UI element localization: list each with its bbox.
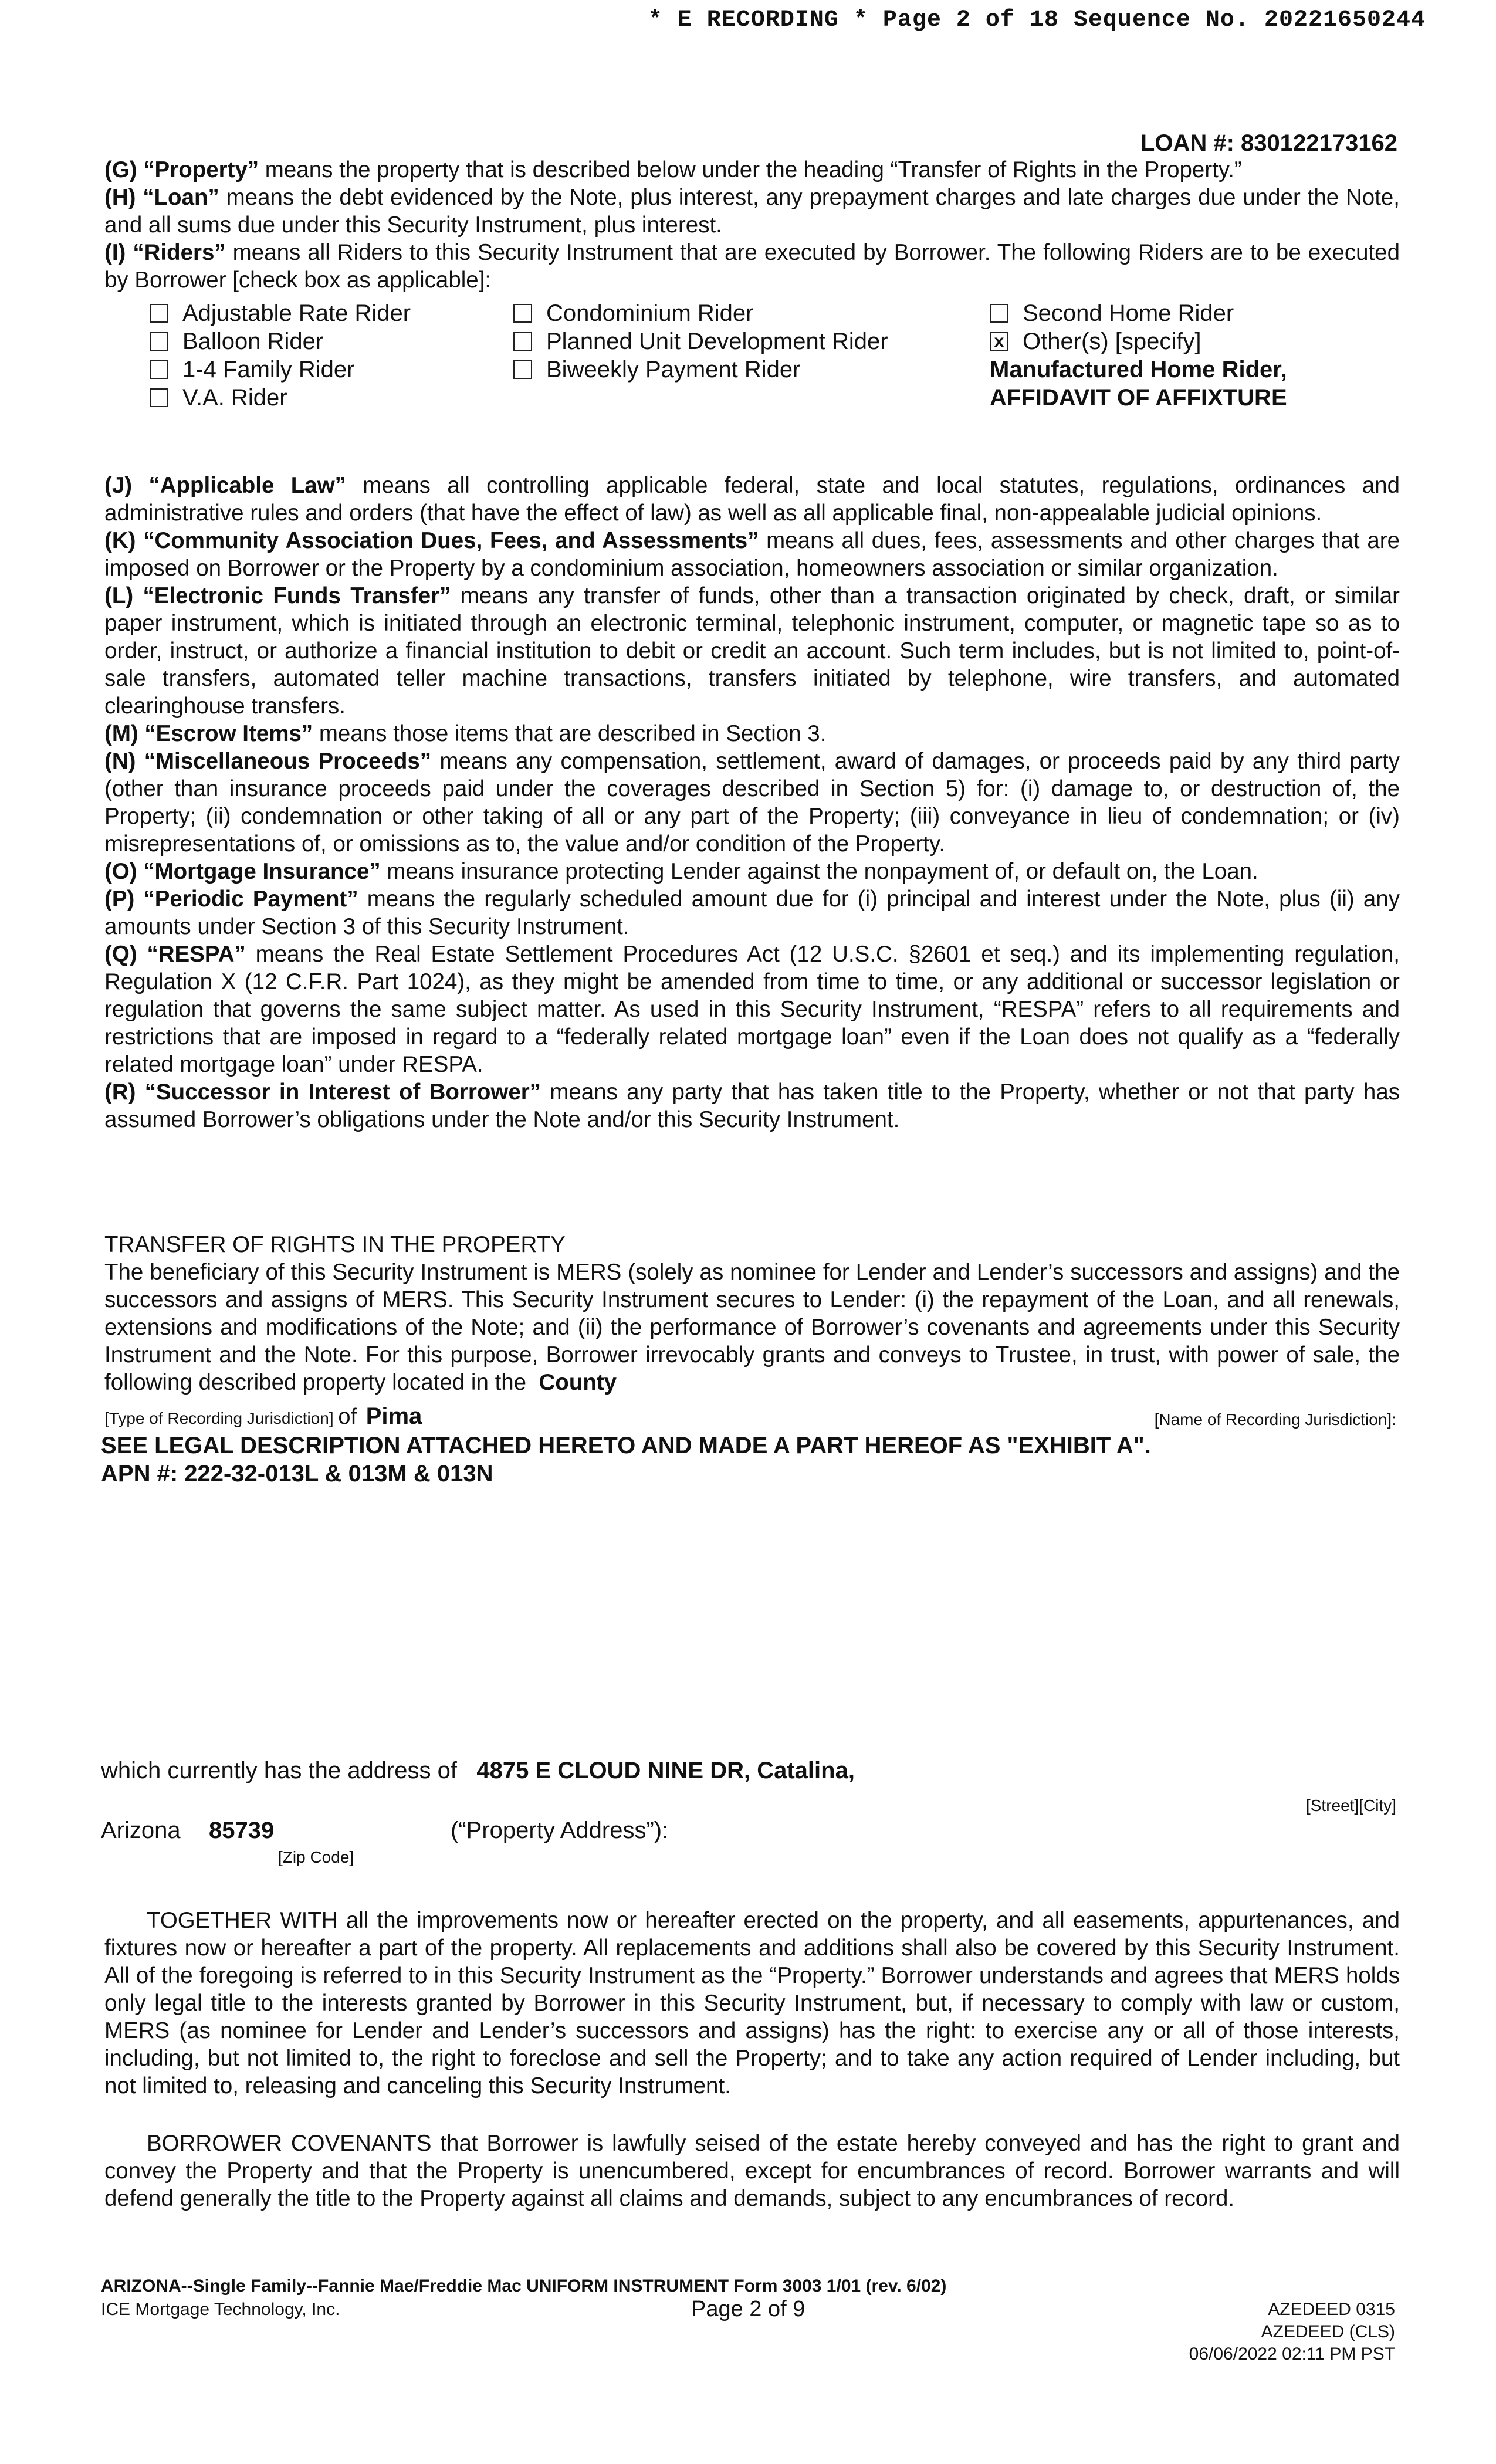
definition-j: (J) “Applicable Law” means all controlling applicable federal, state and local statutes, regulations, ordinances and administrative rules and orders (that have the effect of law) as well as all applicable final, non-appealable judicial opinions. — [104, 473, 1400, 526]
definition-h: (H) “Loan” means the debt evidenced by the Note, plus interest, any prepayment charges and late charges due under the Note, and all sums due under this Security Instrument, plus interest. — [104, 185, 1400, 238]
name-of-jurisdiction-label: [Name of Recording Jurisdiction]: — [1154, 1410, 1396, 1429]
definition-q: (Q) “RESPA” means the Real Estate Settlement Procedures Act (12 U.S.C. §2601 et seq.) and its implementing regulation, Regulation X (12 C.F.R. Part 1024), as they might be amended from time to time, or any additional or successor legislation or regulation that governs the same subject matter. As used in this Security Instrument, “RESPA” refers to all requirements and restrictions that are imposed in regard to a “federally related mortgage loan” even if the Loan does not qualify as a “federally related mortgage loan” under RESPA. — [104, 942, 1400, 1077]
checkbox-icon[interactable] — [150, 360, 168, 379]
rider-other[interactable]: x Other(s) [specify] — [990, 327, 1287, 356]
definition-g: (G) “Property” means the property that is described below under the heading “Transfer of Rights in the Property.” — [104, 157, 1242, 182]
property-address-label: (“Property Address”): — [451, 1817, 669, 1843]
checkbox-icon[interactable] — [513, 332, 532, 351]
rider-balloon[interactable]: Balloon Rider — [150, 327, 411, 356]
checkbox-icon[interactable] — [150, 332, 168, 351]
definition-m: (M) “Escrow Items” means those items that are described in Section 3. — [104, 721, 827, 746]
rider-1-4-family[interactable]: 1-4 Family Rider — [150, 356, 411, 384]
legal-description: SEE LEGAL DESCRIPTION ATTACHED HERETO AND MADE A PART HEREOF AS "EXHIBIT A". — [101, 1433, 1151, 1458]
checkbox-icon[interactable] — [150, 304, 168, 323]
riders-checklist — [150, 299, 1399, 417]
checkbox-icon[interactable] — [513, 304, 532, 323]
definition-n: (N) “Miscellaneous Proceeds” means any compensation, settlement, award of damages, or proceeds paid by any third party (other than insurance proceeds paid under the coverages described in Section 5) for: (i) damage to, or destruction of, the Property; (ii) condemnation or other taking of all or any part of the Property; (iii) conveyance in lieu of condemnation; or (iv) misrepresentations of, or omissions as to, the value and/or condition of the Property. — [104, 749, 1400, 857]
other-rider-specified-1: Manufactured Home Rider, — [990, 357, 1287, 383]
state: Arizona — [101, 1817, 181, 1843]
zip-code-label: [Zip Code] — [278, 1848, 354, 1866]
form-identifier: ARIZONA--Single Family--Fannie Mae/Freddie Mac UNIFORM INSTRUMENT Form 3003 1/01 (rev. 6/02) — [101, 2276, 947, 2296]
riders-column-1 — [150, 299, 411, 412]
other-rider-specified-2: AFFIDAVIT OF AFFIXTURE — [990, 385, 1287, 411]
borrower-covenants-paragraph: BORROWER COVENANTS that Borrower is lawfully seised of the estate hereby conveyed and has the right to grant and convey the Property and that the Property is unencumbered, except for encumbrances of record. Borrower warrants and will defend generally the title to the Property against all claims and demands, subject to any encumbrances of record. — [104, 2131, 1400, 2211]
definition-k: (K) “Community Association Dues, Fees, and Assessments” means all dues, fees, assessments and other charges that are imposed on Borrower or the Property by a condominium association, homeowners association or similar organization. — [104, 528, 1400, 581]
definition-p: (P) “Periodic Payment” means the regularly scheduled amount due for (i) principal and interest under the Note, plus (ii) any amounts under Section 3 of this Security Instrument. — [104, 886, 1400, 939]
print-timestamp: 06/06/2022 02:11 PM PST — [1189, 2344, 1395, 2364]
rider-va[interactable]: V.A. Rider — [150, 384, 411, 412]
form-code-1: AZEDEED 0315 — [1268, 2300, 1395, 2319]
street-city: 4875 E CLOUD NINE DR, Catalina, — [476, 1758, 855, 1783]
checked-checkbox-icon[interactable]: x — [990, 332, 1008, 351]
definitions-list — [104, 472, 1400, 1133]
transfer-section — [104, 1231, 1400, 1396]
definition-o: (O) “Mortgage Insurance” means insurance protecting Lender against the nonpayment of, or default on, the Loan. — [104, 859, 1258, 884]
rider-second-home[interactable]: Second Home Rider — [990, 299, 1287, 327]
checkbox-icon[interactable] — [990, 304, 1008, 323]
street-city-label: [Street][City] — [1305, 1796, 1396, 1815]
form-code-2: AZEDEED (CLS) — [1261, 2322, 1395, 2341]
vendor-name: ICE Mortgage Technology, Inc. — [101, 2300, 340, 2319]
definition-i: (I) “Riders” means all Riders to this Security Instrument that are executed by Borrower. The following Riders are to be executed by Borrower [check box as applicable]: — [104, 240, 1400, 293]
transfer-heading: TRANSFER OF RIGHTS IN THE PROPERTY — [104, 1232, 566, 1257]
checkbox-icon[interactable] — [150, 388, 168, 407]
rider-condominium[interactable]: Condominium Rider — [513, 299, 888, 327]
rider-biweekly[interactable]: Biweekly Payment Rider — [513, 356, 888, 384]
transfer-text: The beneficiary of this Security Instrument is MERS (solely as nominee for Lender and Lender’s successors and assigns) and the successors and assigns of MERS. This Security Instrument secures to Lender: (i) the repayment of the Loan, and all renewals, extensions and modifications of the Note; and (ii) the performance of Borrower’s covenants and agreements under this Security Instrument and the Note. For this purpose, Borrower irrevocably grants and conveys to Trustee, in trust, with power of sale, the following described property located in the County — [104, 1260, 1400, 1395]
definition-r: (R) “Successor in Interest of Borrower” means any party that has taken title to the Property, whether or not that party has assumed Borrower’s obligations under the Note and/or this Security Instrument. — [104, 1079, 1400, 1132]
apn-number: APN #: 222-32-013L & 013M & 013N — [101, 1461, 493, 1487]
riders-column-3 — [990, 299, 1287, 412]
county-type: County — [539, 1370, 617, 1395]
definitions-top — [104, 156, 1400, 294]
rider-planned-unit[interactable]: Planned Unit Development Rider — [513, 327, 888, 356]
checkbox-icon[interactable] — [513, 360, 532, 379]
jurisdiction-name: Pima — [365, 1403, 422, 1429]
address-line: which currently has the address of 4875 E CLOUD NINE DR, Catalina, — [101, 1758, 855, 1783]
type-of-jurisdiction-label: [Type of Recording Jurisdiction] of Pima — [104, 1403, 422, 1429]
rider-adjustable-rate[interactable]: Adjustable Rate Rider — [150, 299, 411, 327]
definition-l: (L) “Electronic Funds Transfer” means any transfer of funds, other than a transaction originated by check, draft, or similar paper instrument, which is initiated through an electronic terminal, telephonic instrument, computer, or magnetic tape so as to order, instruct, or authorize a financial institution to debit or credit an account. Such term includes, but is not limited to, point-of-sale transfers, automated teller machine transactions, transfers initiated by telephone, wire transfers, and automated clearinghouse transfers. — [104, 583, 1400, 719]
together-with-paragraph: TOGETHER WITH all the improvements now or hereafter erected on the property, and all easements, appurtenances, and fixtures now or hereafter a part of the property. All replacements and additions shall also be covered by this Security Instrument. All of the foregoing is referred to in this Security Instrument as the “Property.” Borrower understands and agrees that MERS holds only legal title to the interests granted by Borrower in this Security Instrument, but, if necessary to comply with law or custom, MERS (as nominee for Lender and Lender’s successors and assigns) has the right: to exercise any or all of those interests, including, but not limited to, the right to foreclose and sell the Property; and to take any action required of Lender including, but not limited to, releasing and canceling this Security Instrument. — [104, 1908, 1400, 2099]
page-number: Page 2 of 9 — [691, 2297, 805, 2321]
recording-header: * E RECORDING * Page 2 of 18 Sequence No. 20221650244 — [648, 7, 1426, 33]
zip-code: 85739 — [209, 1817, 275, 1843]
loan-number: LOAN #: 830122173162 — [1140, 130, 1397, 156]
riders-column-2 — [513, 299, 888, 384]
